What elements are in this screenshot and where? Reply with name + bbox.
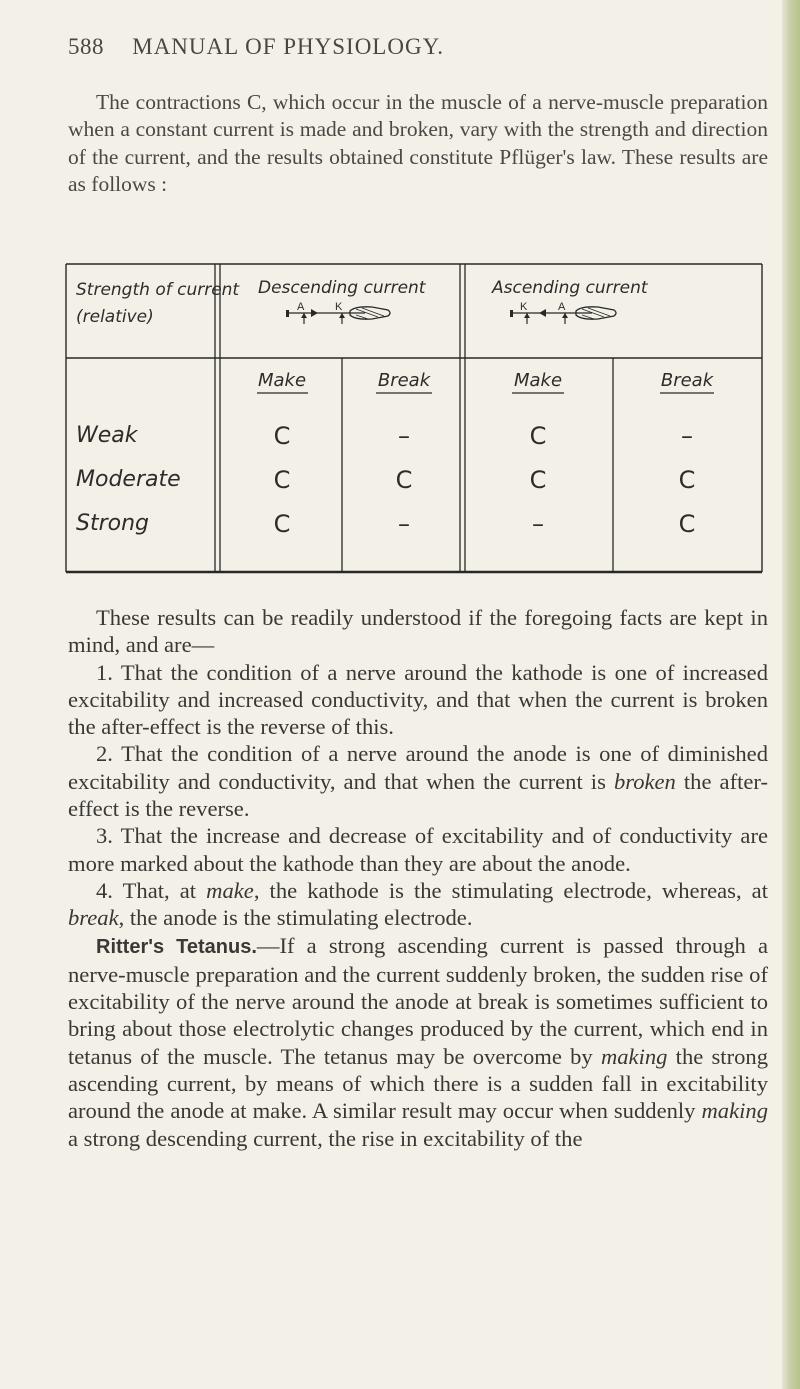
cell-moderate-desc-make: C — [273, 466, 291, 494]
cell-strong-desc-make: C — [273, 510, 291, 538]
cell-strong-desc-break: – — [398, 510, 410, 538]
cell-weak-asc-break: – — [681, 422, 693, 450]
asc-make-header: Make — [513, 370, 563, 391]
desc-make-header: Make — [257, 370, 307, 391]
intro-paragraph: The contractions C, which occur in the muscle of a nerve-muscle preparation when a constant current is made and broken, vary with the strength and direction of the current, and the results obtained constitute Pflüger's law. These results are as follows : — [68, 90, 768, 196]
cell-moderate-desc-break: C — [395, 466, 413, 494]
paragraph-point-4: 4. That, at make, the kathode is the stimulating electrode, whereas, at break, the anode is the stimulating electrode. — [68, 877, 768, 931]
cell-strong-asc-make: – — [532, 510, 544, 538]
section-heading-ritters-tetanus: Ritter's Tetanus. — [96, 935, 257, 958]
running-title: MANUAL OF PHYSIOLOGY. — [132, 34, 444, 59]
header-descending: Descending current — [258, 278, 426, 298]
cell-strong-asc-break: C — [678, 510, 696, 538]
desc-kathode-label: K — [335, 301, 343, 313]
paragraph-point-1: 1. That the condition of a nerve around the kathode is one of increased excitability and increased conductivity, and that when the current is broken the after-effect is the reverse of this. — [68, 659, 768, 740]
paragraph-results: These results can be readily understood if the foregoing facts are kept in mind, and are— — [68, 605, 768, 658]
row-label-weak: Weak — [76, 423, 138, 448]
cell-weak-desc-make: C — [273, 422, 291, 450]
cell-moderate-asc-make: C — [529, 466, 547, 494]
page-number: 588 — [68, 34, 104, 59]
row-label-strong: Strong — [76, 511, 150, 536]
paragraph-point-3: 3. That the increase and decrease of excitability and of conductivity are more marked about the kathode than they are about the anode. — [68, 823, 768, 876]
paragraph-point-2: 2. That the condition of a nerve around the anode is one of diminished excitability and conductivity, and that when the current is broken the after-effect is the reverse. — [68, 741, 768, 822]
header-ascending: Ascending current — [492, 278, 648, 298]
cell-moderate-asc-break: C — [678, 466, 696, 494]
paragraph-ritters-tetanus: Ritter's Tetanus.—If a strong ascending current is passed through a nerve-muscle preparation and the current suddenly broken, the sudden rise of excitability of the nerve around the anode at break is sometimes sufficient to bring about those electrolytic changes produced by the current, which end in tetanus of the muscle. The tetanus may be overcome by making the strong ascending current, by means of which there is a sudden fall in excitability around the anode at make. A similar result may occur when suddenly making a strong descending current, the rise in excitability of the — [68, 932, 769, 1151]
cell-weak-desc-break: – — [398, 422, 410, 450]
cell-weak-asc-make: C — [529, 422, 547, 450]
asc-kathode-label: K — [520, 301, 528, 313]
asc-break-header: Break — [660, 370, 714, 391]
header-relative: (relative) — [76, 307, 154, 327]
header-strength: Strength of current — [76, 280, 240, 300]
body-text — [68, 604, 768, 1152]
desc-anode-label: A — [297, 301, 305, 313]
desc-break-header: Break — [377, 370, 431, 391]
asc-anode-label: A — [558, 301, 566, 313]
row-label-moderate: Moderate — [76, 467, 181, 492]
